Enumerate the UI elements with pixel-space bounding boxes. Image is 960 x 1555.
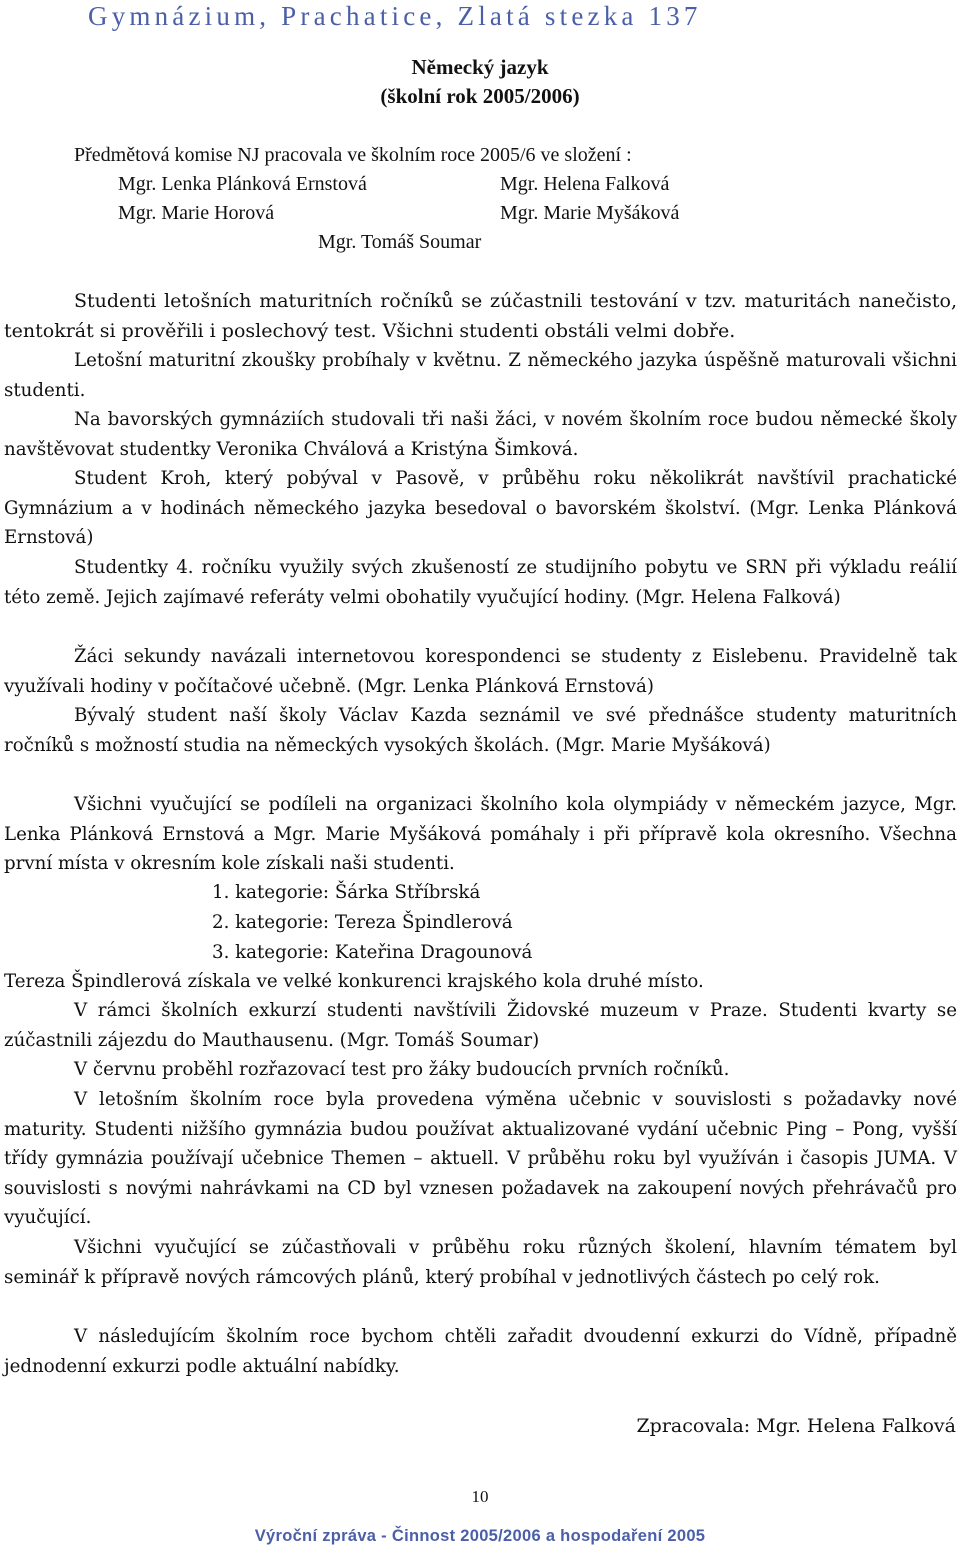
commission-member: Mgr. Lenka Plánková Ernstová (118, 173, 367, 195)
category-item: 1. kategorie: Šárka Stříbrská (212, 882, 481, 903)
page-number: 10 (471, 1487, 489, 1506)
paragraph: V rámci školních exkurzí studenti navštívili Židovské muzeum v Praze. Studenti kvarty se zúčastnili zájezdu do Mauthausenu. (Mgr. Tomáš Soumar) (4, 1000, 957, 1051)
paragraph: Všichni vyučující se podíleli na organizaci školního kola olympiády v německém jazyce, Mgr. Lenka Plánková Ernstová a Mgr. Marie Myšáková pomáhaly i při přípravě kola okresního. Všechna první místa v okresním kole získali naši studenti. (4, 794, 957, 874)
document-title: Německý jazyk (411, 55, 549, 79)
paragraph: V červnu proběhl rozřazovací test pro žáky budoucích prvních ročníků. (74, 1059, 730, 1080)
commission-intro: Předmětová komise NJ pracovala ve školním roce 2005/6 ve složení : (74, 144, 632, 166)
paragraph: Student Kroh, který pobýval v Pasově, v průběhu roku několikrát navštívil prachatické Gymnázium a v hodinách německého jazyka besedoval o bavorském školství. (Mgr. Lenka Plánková Ernstová) (4, 468, 957, 548)
commission-member: Mgr. Marie Horová (118, 202, 275, 224)
commission-member: Mgr. Helena Falková (500, 173, 670, 195)
paragraph: Tereza Špindlerová získala ve velké konkurenci krajského kola druhé místo. (4, 971, 704, 992)
paragraph: Letošní maturitní zkoušky probíhaly v květnu. Z německého jazyka úspěšně maturovali všichni studenti. (4, 350, 957, 401)
paragraph: Bývalý student naší školy Václav Kazda seznámil ve své přednášce studenty maturitních ročníků s možností studia na německých vysokých školách. (Mgr. Marie Myšáková) (4, 705, 957, 756)
paragraph: V následujícím školním roce bychom chtěli zařadit dvoudenní exkurzi do Vídně, případně jednodenní exkurzi podle aktuální nabídky. (4, 1326, 957, 1377)
category-item: 2. kategorie: Tereza Špindlerová (212, 912, 513, 933)
paragraph: V letošním školním roce byla provedena výměna učebnic v souvislosti s požadavky nové maturity. Studenti nižšího gymnázia budou používat aktualizované vydání učebnic Ping – Pong, vyšší třídy gymnázia používají učebnice Themen – aktuell. V průběhu roku byl využíván i časopis JUMA. V souvislosti s novými nahrávkami na CD byl vznesen požadavek na zakoupení nových přehrávačů pro vyučující. (4, 1089, 957, 1228)
signature: Zpracovala: Mgr. Helena Falková (636, 1415, 956, 1437)
commission-member: Mgr. Tomáš Soumar (318, 231, 482, 253)
paragraph: Na bavorských gymnáziích studovali tři naši žáci, v novém školním roce budou německé školy navštěvovat studentky Veronika Chválová a Kristýna Šimková. (4, 409, 957, 460)
page-header: Gymnázium, Prachatice, Zlatá stezka 137 (88, 1, 702, 31)
paragraph: Studentky 4. ročníku využily svých zkušeností ze studijního pobytu ve SRN při výkladu reálií této země. Jejich zajímavé referáty velmi obohatily vyučující hodiny. (Mgr. Helena Falková) (4, 557, 957, 608)
paragraph: Studenti letošních maturitních ročníků se zúčastnili testování v tzv. maturitách nanečisto, tentokrát si prověřili i poslechový test. Všichni studenti obstáli velmi dobře. (4, 290, 957, 342)
paragraph: Žáci sekundy navázali internetovou korespondenci se studenty z Eislebenu. Pravidelně tak využívali hodiny v počítačové učebně. (Mgr. Lenka Plánková Ernstová) (4, 646, 957, 697)
page-footer: Výroční zpráva - Činnost 2005/2006 a hospodaření 2005 (254, 1527, 706, 1545)
paragraph: Všichni vyučující se zúčastňovali v průběhu roku různých školení, hlavním tématem byl seminář k přípravě nových rámcových plánů, který probíhal v jednotlivých částech po celý rok. (4, 1237, 957, 1288)
category-item: 3. kategorie: Kateřina Dragounová (212, 942, 533, 963)
commission-member: Mgr. Marie Myšáková (500, 202, 680, 224)
document-subtitle: (školní rok 2005/2006) (380, 84, 580, 108)
